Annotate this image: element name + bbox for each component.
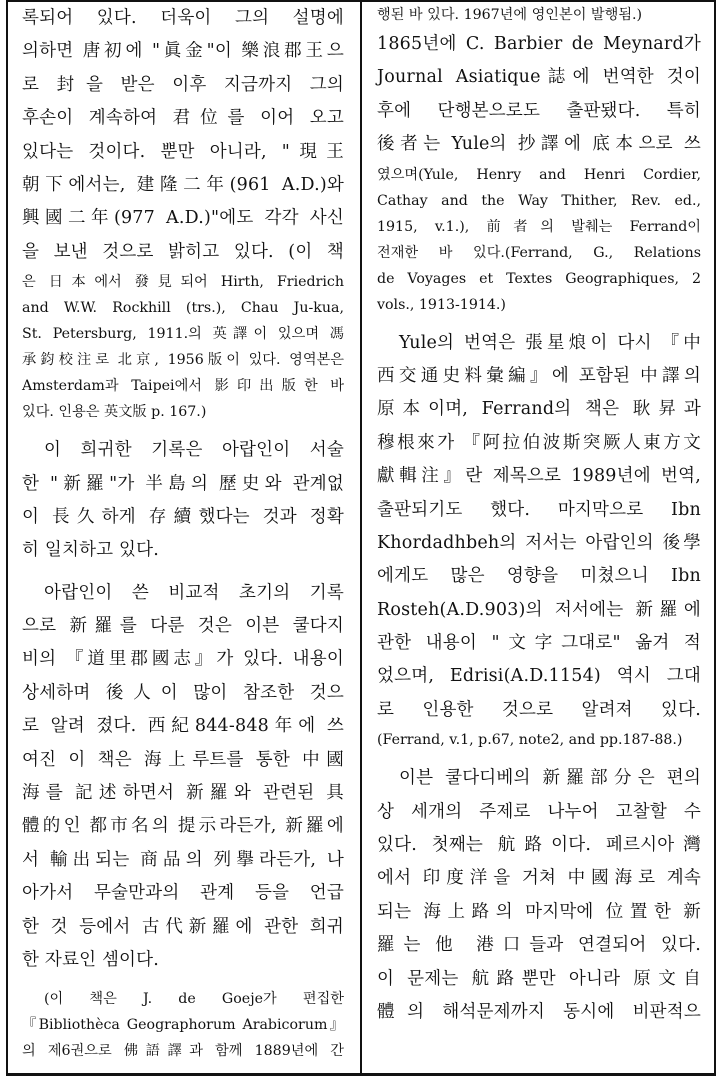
text-line: 에게도 많은 영향을 미쳤으니 Ibn	[377, 566, 701, 587]
text-line: 1865년에 C. Barbier de Meynard가	[377, 34, 701, 54]
text-line: 출판되기도 했다. 마지막으로 Ibn	[377, 499, 701, 520]
note-line: de Voyages et Textes Geographiques, 2	[377, 270, 701, 287]
text-line: 西交通史料彙編』에 포함된 中譯의	[377, 365, 701, 386]
right-paragraph-3	[377, 762, 701, 1029]
note-line: 행된 바 있다. 1967년에 영인본이 발행됨.)	[377, 7, 643, 23]
text-line: 히 일치하고 있다.	[22, 540, 160, 561]
text-line: 로 알려 졌다. 西紀844-848年에 쓰	[22, 716, 344, 737]
left-note-2	[22, 986, 344, 1064]
text-line: 羅는 他 港口들과 연결되어 있다.	[377, 935, 701, 956]
note-line: 은 日本에서 發見되어 Hirth, Friedrich	[22, 274, 344, 291]
text-line: 되는 海上路의 마지막에 位置한 新	[377, 901, 701, 922]
note-line: 전재한 바 있다.(Ferrand, G., Relations	[377, 244, 701, 261]
note-line: 였으며(Yule, Henry and Henri Cordier,	[377, 166, 701, 183]
text-line: 體的인 都市名의 提示라든가, 新羅에	[22, 816, 344, 837]
text-line: 로 인용한 것으로 알려져 있다.	[377, 699, 701, 720]
text-line: 原本이며, Ferrand의 책은 耿昇과	[377, 399, 701, 420]
text-line: 아랍인이 쓴 비교적 초기의 기록	[44, 582, 344, 603]
text-line: Yule의 번역은 張星烺이 다시 『中	[399, 332, 701, 353]
text-line: 상 세개의 주제로 나누어 고찰할 수	[377, 801, 701, 822]
text-line: 이 문제는 航路뿐만 아니라 原文自	[377, 968, 701, 989]
text-line: 있다. 첫째는 航路이다. 페르시아灣	[377, 835, 701, 856]
right-column	[377, 2, 701, 1029]
left-paragraph-2	[22, 434, 344, 568]
text-line: 이븐 쿨다디베의 新羅部分은 편의	[399, 768, 701, 789]
frame-right-border	[714, 0, 716, 1076]
column-divider	[360, 0, 362, 1076]
note-line: vols., 1913-1914.)	[377, 296, 506, 313]
right-note-continued	[377, 2, 701, 28]
text-line: 상세하며 後人이 많이 참조한 것으	[22, 682, 344, 703]
note-line: (Ferrand, v.1, p.67, note2, and pp.187-88.)	[377, 732, 683, 749]
text-line: 을 보낸 것으로 밝히고 있다. (이 책	[22, 241, 344, 262]
text-line: 한 "新羅"가 半島의 歷史와 관계없	[22, 473, 344, 494]
text-line: 한 것 등에서 古代新羅에 관한 희귀	[22, 916, 344, 937]
text-line: 한 자료인 셈이다.	[22, 949, 160, 970]
note-line: 1915, v.1.), 前者의 발췌는 Ferrand이	[377, 218, 701, 235]
text-line: 후손이 계속하여 君位를 이어 오고	[22, 108, 344, 129]
note-line: 의 제6권으로 佛語譯과 함께 1889년에 간	[22, 1043, 344, 1060]
text-line: 體의 해석문제까지 동시에 비판적으	[377, 1001, 701, 1022]
text-line: 海를 記述하면서 新羅와 관련된 具	[22, 783, 344, 804]
note-line: St. Petersburg, 1911.의 英譯이 있으며 馮	[22, 326, 344, 343]
left-note-1	[22, 269, 344, 425]
note-line: 『Bibliothèca Geographorum Arabicorum』	[22, 1017, 344, 1034]
text-line: 興國二年(977 A.D.)"에도 각각 사신	[22, 208, 344, 229]
text-line: 이 희귀한 기록은 아랍인이 서술	[44, 440, 344, 461]
text-line: 朝下에서는, 建隆二年(961 A.D.)와	[22, 174, 344, 195]
text-line: 록되어 있다. 더욱이 그의 설명에	[22, 8, 344, 28]
text-line: 後者는 Yule의 抄譯에 底本으로 쓰	[377, 134, 701, 155]
text-line: 의하면 唐初에 "眞金"이 樂浪郡王으	[22, 41, 344, 62]
text-line: 관한 내용이 "文字그대로" 옮겨 적	[377, 633, 701, 654]
note-line: Amsterdam과 Taipei에서 影印出版한 바	[22, 378, 344, 395]
text-line: Journal Asiatique誌에 번역한 것이	[377, 67, 701, 88]
text-line: 獻輯注』란 제목으로 1989년에 번역,	[377, 466, 701, 487]
text-line: 있다는 것이다. 뿐만 아니라, "現王	[22, 141, 344, 162]
note-line: (이 책은 J. de Goeje가 편집한	[44, 991, 344, 1008]
text-line: 으로 新羅를 다룬 것은 이븐 쿨다지	[22, 616, 344, 637]
right-paragraph-1	[377, 28, 701, 318]
note-line: and W.W. Rockhill (trs.), Chau Ju-kua,	[22, 300, 344, 317]
right-paragraph-2	[377, 327, 701, 754]
text-line: 아가서 무술만과의 관계 등을 언급	[22, 883, 344, 904]
note-line: Cathay and the Way Thither, Rev. ed.,	[377, 192, 701, 209]
text-line: 에서 印度洋을 거쳐 中國海로 계속	[377, 868, 701, 889]
left-paragraph-1	[22, 2, 344, 269]
text-line: 穆根來가 『阿拉伯波斯突厥人東方文	[377, 432, 701, 453]
note-line: 承鈞校注로 北京, 1956版이 있다. 영역본은	[22, 352, 344, 369]
text-line: 서 輸出되는 商品의 列擧라든가, 나	[22, 849, 344, 870]
note-line: 있다. 인용은 英文版 p. 167.)	[22, 404, 207, 421]
text-line: Khordadhbeh의 저서는 아랍인의 後學	[377, 532, 701, 553]
text-line: Rosteh(A.D.903)의 저서에는 新羅에	[377, 599, 701, 620]
text-line: 여진 이 책은 海上루트를 통한 中國	[22, 749, 344, 770]
text-line: 비의 『道里郡國志』가 있다. 내용이	[22, 649, 344, 670]
frame-left-border	[6, 0, 8, 1076]
text-line: 었으며, Edrisi(A.D.1154) 역시 그대	[377, 666, 701, 687]
text-line: 이 長久하게 存續했다는 것과 정확	[22, 506, 344, 527]
text-line: 로 封을 받은 이후 지금까지 그의	[22, 74, 344, 95]
left-column	[22, 2, 344, 1064]
left-paragraph-3	[22, 577, 344, 978]
text-line: 후에 단행본으로도 출판됐다. 특히	[377, 100, 701, 121]
